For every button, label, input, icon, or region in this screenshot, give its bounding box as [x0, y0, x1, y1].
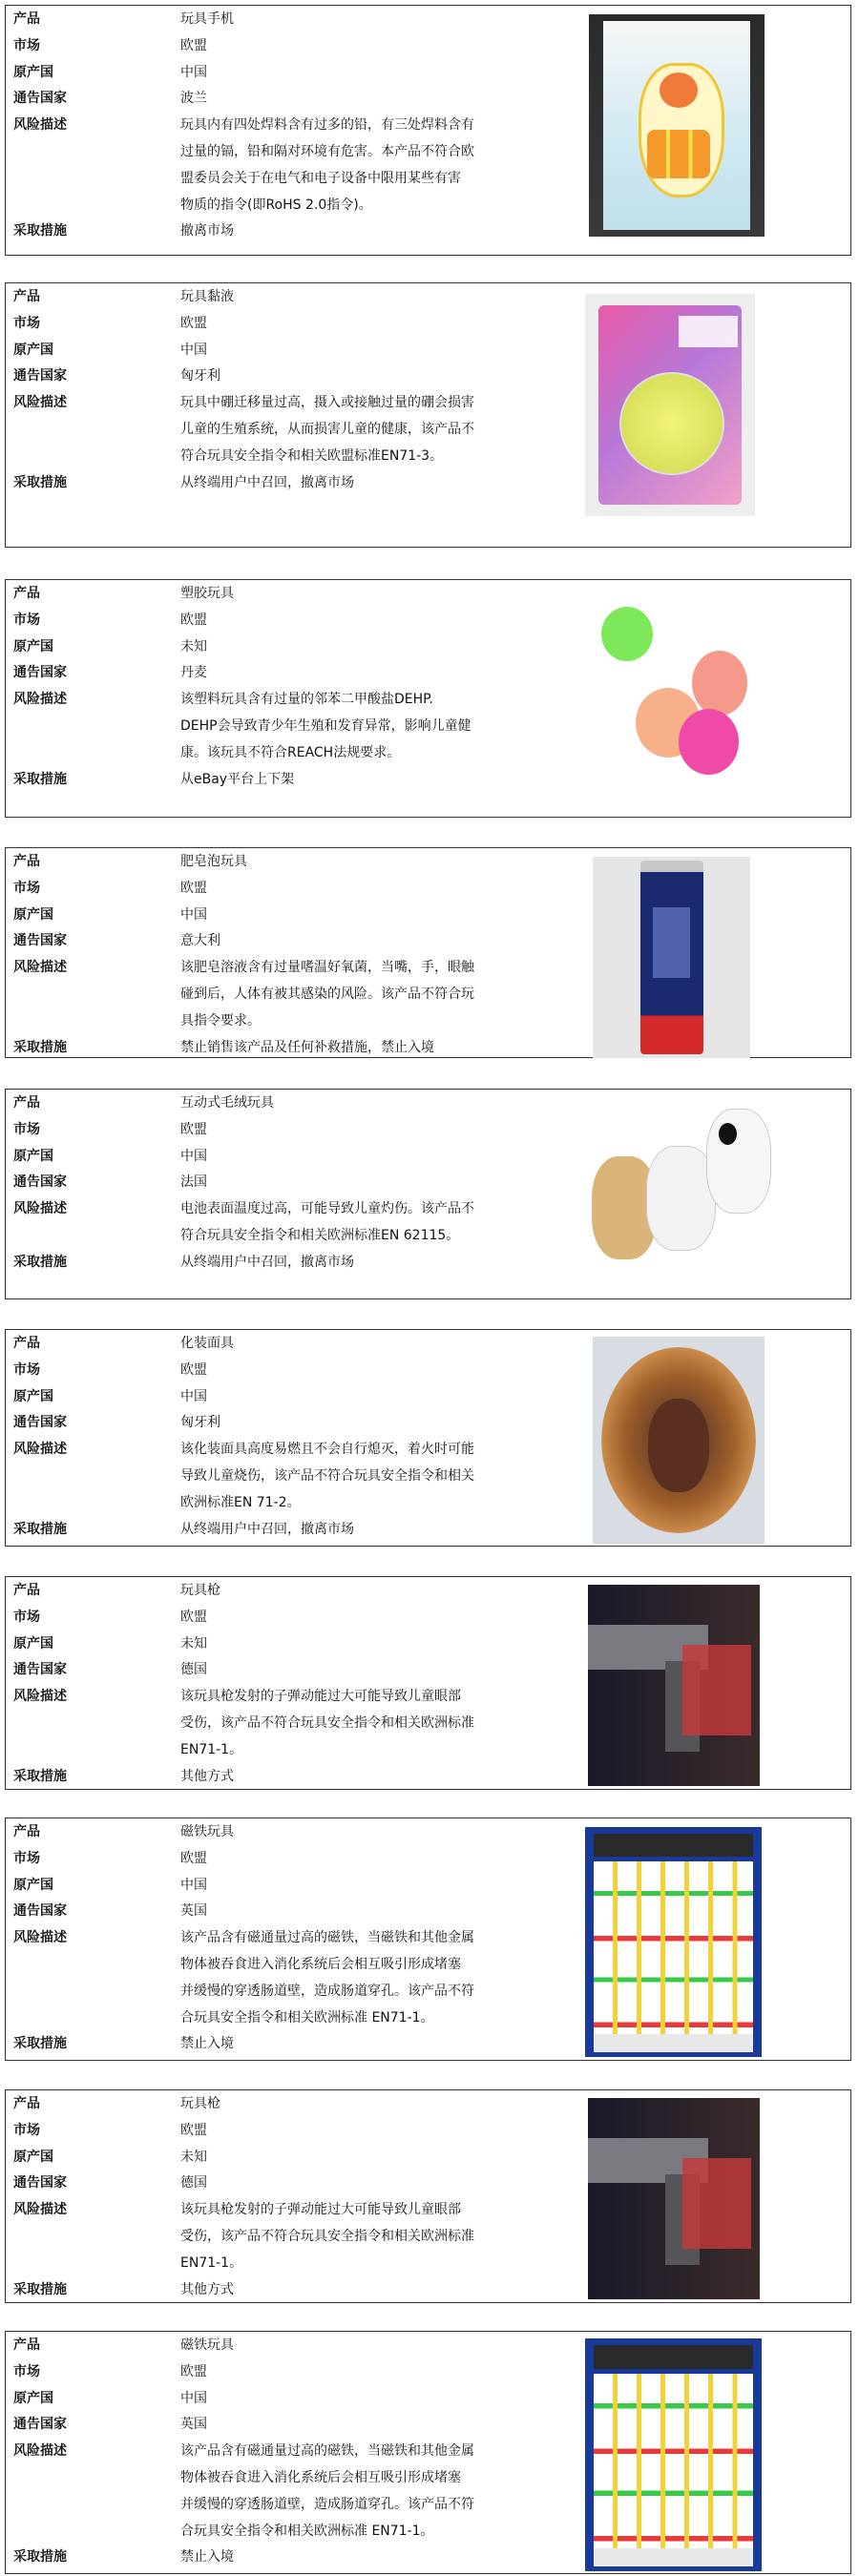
origin-label: 原产国 [13, 638, 53, 654]
product-image [593, 857, 750, 1058]
product-card [5, 5, 851, 256]
notifying-country-value: 德国 [180, 1662, 207, 1678]
product-label: 产品 [13, 1336, 40, 1351]
risk-description-row [6, 1684, 540, 1763]
risk-description-line: 玩具内有四处焊料含有过多的铅，有三处焊料含有 [180, 117, 474, 134]
risk-description-row [6, 955, 540, 1034]
origin-value: 中国 [180, 2390, 207, 2406]
origin-row [6, 1384, 540, 1411]
product-image-shape [619, 372, 725, 476]
product-row [6, 2091, 540, 2118]
origin-row [6, 2145, 540, 2171]
product-details [6, 284, 540, 496]
risk-description-value [180, 1196, 540, 1250]
risk-description-label: 风险描述 [13, 960, 67, 976]
risk-description-label: 风险描述 [13, 2202, 67, 2218]
risk-description-value [180, 955, 540, 1034]
notifying-country-row [6, 660, 540, 687]
market-value: 欧盟 [180, 315, 207, 331]
product-label: 产品 [13, 2337, 40, 2353]
product-value: 磁铁玩具 [180, 1824, 234, 1839]
product-image [585, 294, 755, 516]
risk-description-line: 该玩具枪发射的子弹动能过大可能导致儿童眼部 [180, 1689, 461, 1705]
notifying-country-value: 意大利 [180, 933, 220, 949]
risk-description-line: 受伤，该产品不符合玩具安全指令和相关欧洲标准 [180, 2228, 474, 2244]
measures-value: 其他方式 [180, 1768, 234, 1784]
product-image [589, 14, 765, 237]
notifying-country-value: 丹麦 [180, 665, 207, 681]
product-row [6, 1331, 540, 1358]
market-row [6, 1605, 540, 1631]
origin-value: 中国 [180, 1877, 207, 1893]
product-value: 塑胶玩具 [180, 586, 234, 601]
risk-description-line: DEHP会导致青少年生殖和发育异常，影响儿童健 [180, 717, 471, 734]
product-row [6, 1578, 540, 1605]
risk-description-label: 风险描述 [13, 1689, 67, 1705]
origin-row [6, 2386, 540, 2413]
market-value: 欧盟 [180, 612, 207, 628]
market-row [6, 608, 540, 634]
notifying-country-value: 英国 [180, 2417, 207, 2433]
measures-value: 从终端用户中召回，撤离市场 [180, 1521, 354, 1537]
product-details [6, 1819, 540, 2058]
measures-label: 采取措施 [13, 771, 67, 787]
notifying-country-label: 通告国家 [13, 1662, 67, 1678]
product-details [6, 849, 540, 1061]
product-image [585, 1827, 762, 2057]
notifying-country-label: 通告国家 [13, 91, 67, 107]
origin-row [6, 1631, 540, 1658]
market-value: 欧盟 [180, 880, 207, 896]
product-row [6, 284, 540, 311]
origin-row [6, 903, 540, 929]
market-row [6, 311, 540, 338]
origin-row [6, 634, 540, 661]
measures-value: 禁止入境 [180, 2036, 234, 2052]
measures-label: 采取措施 [13, 474, 67, 490]
measures-value: 禁止入境 [180, 2549, 234, 2566]
origin-label: 原产国 [13, 342, 53, 358]
measures-value: 从终端用户中召回，撤离市场 [180, 1254, 354, 1270]
product-value: 玩具手机 [180, 11, 234, 27]
product-image-shape [594, 2374, 753, 2548]
product-label: 产品 [13, 1095, 40, 1111]
product-image-shape [679, 316, 738, 347]
product-label: 产品 [13, 11, 40, 27]
origin-row [6, 338, 540, 364]
measures-row [6, 1517, 540, 1544]
product-card [5, 1329, 851, 1547]
product-value: 肥皂泡玩具 [180, 854, 247, 869]
measures-row [6, 218, 540, 245]
notifying-country-value: 匈牙利 [180, 368, 220, 384]
risk-description-row [6, 1437, 540, 1516]
product-image-shape [648, 1399, 710, 1492]
product-details [6, 581, 540, 793]
product-details [6, 2333, 540, 2571]
product-image [588, 1100, 774, 1287]
notifying-country-row [6, 2412, 540, 2439]
product-value: 玩具黏液 [180, 289, 234, 304]
risk-description-line: EN71-1。 [180, 2254, 243, 2271]
market-row [6, 1846, 540, 1873]
product-image [593, 590, 765, 807]
notifying-country-label: 通告国家 [13, 933, 67, 949]
market-label: 市场 [13, 2363, 40, 2379]
risk-description-value [180, 113, 540, 218]
risk-description-row [6, 390, 540, 469]
product-label: 产品 [13, 854, 40, 869]
notifying-country-row [6, 2171, 540, 2197]
risk-description-line: 并缓慢的穿透肠道壁，造成肠道穿孔。该产品不符 [180, 1983, 474, 1999]
product-value: 互动式毛绒玩具 [180, 1095, 274, 1111]
notifying-country-label: 通告国家 [13, 2175, 67, 2192]
product-value: 化装面具 [180, 1336, 234, 1351]
product-image-shape [594, 2034, 753, 2052]
risk-description-line: 符合玩具安全指令和相关欧盟标准EN71-3。 [180, 447, 444, 464]
risk-description-line: 物体被吞食进入消化系统后会相互吸引形成堵塞 [180, 2469, 461, 2485]
market-value: 欧盟 [180, 1609, 207, 1625]
measures-row [6, 470, 540, 497]
product-card [5, 1818, 851, 2061]
product-card [5, 282, 851, 548]
risk-description-line: 并缓慢的穿透肠道壁，造成肠道穿孔。该产品不符 [180, 2496, 474, 2512]
risk-description-line: 该肥皂溶液含有过量嗜温好氧菌，当嘴，手，眼触 [180, 960, 474, 976]
market-label: 市场 [13, 1850, 40, 1866]
product-value: 玩具枪 [180, 2096, 220, 2111]
risk-description-line: 该产品含有磁通量过高的磁铁，当磁铁和其他金属 [180, 1930, 474, 1946]
product-card [5, 2089, 851, 2303]
notifying-country-row [6, 364, 540, 390]
notifying-country-row [6, 1899, 540, 1925]
risk-description-line: 玩具中硼迁移量过高，摄入或接触过量的硼会损害 [180, 395, 474, 411]
notifying-country-value: 英国 [180, 1903, 207, 1920]
measures-label: 采取措施 [13, 1521, 67, 1537]
risk-description-line: 欧洲标准EN 71-2。 [180, 1494, 301, 1510]
product-label: 产品 [13, 2096, 40, 2111]
risk-description-line: 物体被吞食进入消化系统后会相互吸引形成堵塞 [180, 1956, 461, 1972]
market-label: 市场 [13, 315, 40, 331]
notifying-country-label: 通告国家 [13, 368, 67, 384]
measures-value: 撤离市场 [180, 223, 234, 239]
origin-row [6, 1873, 540, 1900]
measures-label: 采取措施 [13, 2036, 67, 2052]
market-row [6, 2359, 540, 2386]
product-image-shape [682, 1645, 751, 1735]
risk-description-row [6, 1196, 540, 1250]
product-card [5, 1576, 851, 1790]
measures-row [6, 1035, 540, 1062]
product-row [6, 2333, 540, 2359]
risk-description-line: 该产品含有磁通量过高的磁铁，当磁铁和其他金属 [180, 2443, 474, 2460]
measures-row [6, 2031, 540, 2058]
risk-description-row [6, 1925, 540, 2031]
origin-value: 未知 [180, 1635, 207, 1652]
product-image-shape [594, 2548, 753, 2567]
measures-label: 采取措施 [13, 1768, 67, 1784]
product-value: 玩具枪 [180, 1583, 220, 1598]
product-image-shape [594, 1834, 753, 1857]
product-details [6, 2091, 540, 2303]
market-label: 市场 [13, 1361, 40, 1378]
risk-description-label: 风险描述 [13, 395, 67, 411]
product-image-shape [647, 130, 710, 178]
risk-description-line: 该化装面具高度易燃且不会自行熄灭，着火时可能 [180, 1442, 474, 1458]
market-row [6, 876, 540, 903]
product-row [6, 7, 540, 33]
measures-label: 采取措施 [13, 223, 67, 239]
risk-description-line: 该玩具枪发射的子弹动能过大可能导致儿童眼部 [180, 2202, 461, 2218]
risk-description-label: 风险描述 [13, 2443, 67, 2460]
market-label: 市场 [13, 2122, 40, 2138]
product-image-shape [647, 1147, 714, 1250]
measures-label: 采取措施 [13, 2281, 67, 2297]
measures-row [6, 767, 540, 794]
risk-description-line: 受伤，该产品不符合玩具安全指令和相关欧洲标准 [180, 1714, 474, 1731]
market-label: 市场 [13, 1121, 40, 1137]
product-image-shape [682, 2158, 751, 2249]
measures-value: 禁止销售该产品及任何补救措施，禁止入境 [180, 1039, 434, 1055]
measures-value: 从eBay平台上下架 [180, 771, 295, 787]
product-image-shape [653, 907, 691, 978]
product-image-shape [719, 1123, 738, 1146]
risk-description-value [180, 1925, 540, 2031]
risk-description-line: 康。该玩具不符合REACH法规要求。 [180, 744, 401, 760]
origin-value: 中国 [180, 1388, 207, 1404]
product-image [588, 1585, 760, 1786]
product-image-shape [679, 709, 739, 774]
risk-description-line: 碰到后，人体有被其感染的风险。该产品不符合玩 [180, 986, 474, 1002]
product-image [585, 2338, 762, 2571]
risk-description-value [180, 1437, 540, 1516]
origin-value: 未知 [180, 638, 207, 654]
notifying-country-label: 通告国家 [13, 2417, 67, 2433]
market-row [6, 1358, 540, 1384]
product-label: 产品 [13, 1583, 40, 1598]
market-value: 欧盟 [180, 1850, 207, 1866]
origin-value: 中国 [180, 906, 207, 923]
product-value: 磁铁玩具 [180, 2337, 234, 2353]
market-label: 市场 [13, 1609, 40, 1625]
product-label: 产品 [13, 289, 40, 304]
product-image-shape [601, 607, 653, 661]
product-card [5, 847, 851, 1058]
risk-description-line: 盟委员会关于在电气和电子设备中限用某些有害 [180, 170, 461, 186]
origin-label: 原产国 [13, 1388, 53, 1404]
product-image [593, 1337, 765, 1544]
risk-description-line: 符合玩具安全指令和相关欧洲标准EN 62115。 [180, 1227, 460, 1243]
market-label: 市场 [13, 37, 40, 53]
product-card [5, 579, 851, 818]
product-card [5, 1089, 851, 1299]
notifying-country-value: 法国 [180, 1174, 207, 1191]
measures-label: 采取措施 [13, 1039, 67, 1055]
product-card [5, 2331, 851, 2574]
measures-row [6, 2545, 540, 2571]
measures-row [6, 1764, 540, 1791]
notifying-country-row [6, 1657, 540, 1684]
product-image-shape [707, 1110, 770, 1213]
origin-label: 原产国 [13, 64, 53, 80]
notifying-country-label: 通告国家 [13, 1415, 67, 1431]
notifying-country-label: 通告国家 [13, 1174, 67, 1191]
origin-label: 原产国 [13, 2149, 53, 2165]
risk-description-row [6, 687, 540, 766]
risk-description-line: 过量的镉，铅和隔对环境有危害。本产品不符合欧 [180, 143, 474, 159]
risk-description-line: 该塑料玩具含有过量的邻苯二甲酸盐DEHP. [180, 692, 433, 708]
notifying-country-row [6, 1410, 540, 1437]
risk-description-row [6, 2197, 540, 2276]
origin-value: 中国 [180, 342, 207, 358]
risk-description-label: 风险描述 [13, 1201, 67, 1217]
market-row [6, 33, 540, 60]
notifying-country-row [6, 928, 540, 955]
product-details [6, 1091, 540, 1277]
product-image-shape [594, 2345, 753, 2368]
measures-label: 采取措施 [13, 1254, 67, 1270]
measures-row [6, 1250, 540, 1277]
risk-description-line: 物质的指令(即RoHS 2.0指令)。 [180, 197, 372, 213]
risk-description-label: 风险描述 [13, 1442, 67, 1458]
risk-description-row [6, 2439, 540, 2545]
product-image-shape [692, 651, 747, 716]
product-row [6, 581, 540, 608]
market-row [6, 1117, 540, 1144]
risk-description-line: 电池表面温度过高，可能导致儿童灼伤。该产品不 [180, 1201, 474, 1217]
origin-label: 原产国 [13, 1148, 53, 1164]
origin-row [6, 1144, 540, 1171]
product-label: 产品 [13, 586, 40, 601]
measures-row [6, 2277, 540, 2304]
measures-value: 其他方式 [180, 2281, 234, 2297]
product-row [6, 1819, 540, 1846]
risk-description-value [180, 390, 540, 469]
risk-description-line: 合玩具安全指令和相关欧洲标准 EN71-1。 [180, 2523, 434, 2539]
risk-description-line: 儿童的生殖系统，从而损害儿童的健康，该产品不 [180, 421, 474, 437]
risk-description-line: 具指令要求。 [180, 1012, 261, 1028]
market-value: 欧盟 [180, 1121, 207, 1137]
risk-description-value [180, 1684, 540, 1763]
origin-label: 原产国 [13, 1877, 53, 1893]
product-details [6, 1578, 540, 1790]
risk-description-label: 风险描述 [13, 1930, 67, 1946]
origin-value: 中国 [180, 1148, 207, 1164]
market-value: 欧盟 [180, 2122, 207, 2138]
market-value: 欧盟 [180, 37, 207, 53]
product-image-shape [594, 1861, 753, 2034]
risk-description-row [6, 113, 540, 218]
product-label: 产品 [13, 1824, 40, 1839]
product-details [6, 7, 540, 245]
product-row [6, 1091, 540, 1117]
risk-description-value [180, 687, 540, 766]
notifying-country-label: 通告国家 [13, 1903, 67, 1920]
measures-value: 从终端用户中召回，撤离市场 [180, 474, 354, 490]
product-details [6, 1331, 540, 1543]
notifying-country-row [6, 86, 540, 113]
measures-label: 采取措施 [13, 2549, 67, 2566]
product-row [6, 849, 540, 876]
risk-description-line: 合玩具安全指令和相关欧洲标准 EN71-1。 [180, 2009, 434, 2025]
notifying-country-value: 波兰 [180, 91, 207, 107]
notifying-country-value: 匈牙利 [180, 1415, 220, 1431]
origin-value: 中国 [180, 64, 207, 80]
origin-label: 原产国 [13, 2390, 53, 2406]
risk-description-value [180, 2197, 540, 2276]
product-image [588, 2098, 760, 2299]
notifying-country-value: 德国 [180, 2175, 207, 2192]
market-label: 市场 [13, 612, 40, 628]
risk-description-label: 风险描述 [13, 692, 67, 708]
origin-value: 未知 [180, 2149, 207, 2165]
market-value: 欧盟 [180, 2363, 207, 2379]
origin-label: 原产国 [13, 906, 53, 923]
market-label: 市场 [13, 880, 40, 896]
market-value: 欧盟 [180, 1361, 207, 1378]
product-image-shape [660, 73, 698, 108]
market-row [6, 2118, 540, 2145]
notifying-country-label: 通告国家 [13, 665, 67, 681]
risk-description-value [180, 2439, 540, 2545]
origin-row [6, 60, 540, 87]
risk-description-line: EN71-1。 [180, 1741, 243, 1757]
origin-label: 原产国 [13, 1635, 53, 1652]
notifying-country-row [6, 1170, 540, 1196]
risk-description-label: 风险描述 [13, 117, 67, 134]
risk-description-line: 导致儿童烧伤，该产品不符合玩具安全指令和相关 [180, 1467, 474, 1484]
